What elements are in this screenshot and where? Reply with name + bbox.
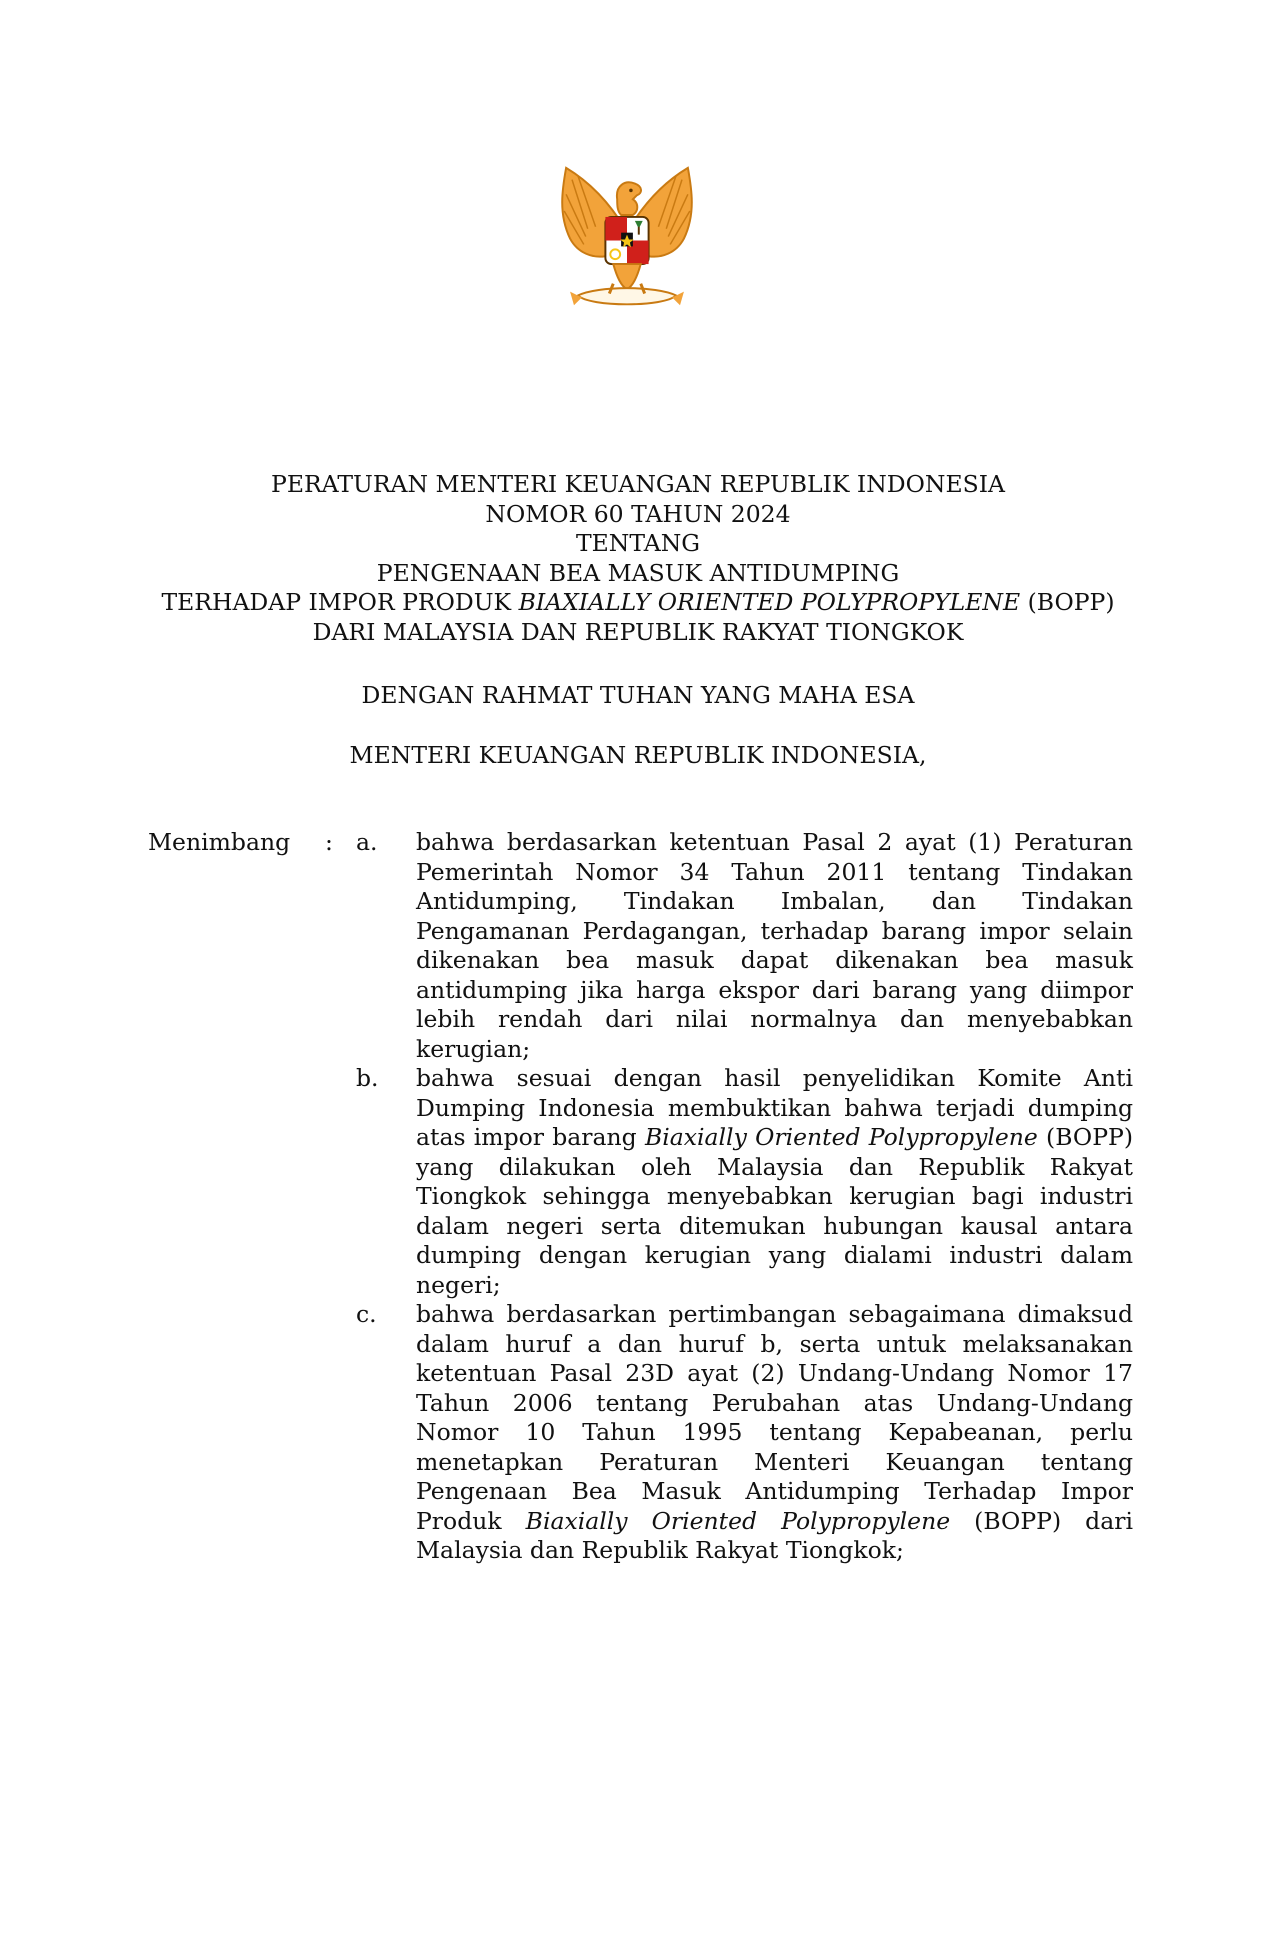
title-line: TENTANG <box>575 529 701 557</box>
blessing-line: DENGAN RAHMAT TUHAN YANG MAHA ESA <box>361 681 915 709</box>
title-line: PENGENAAN BEA MASUK ANTIDUMPING <box>376 558 900 587</box>
document-title <box>0 470 1276 647</box>
menimbang-label: Menimbang <box>148 828 291 856</box>
garuda-pancasila-emblem <box>548 160 706 322</box>
title-line: DARI MALAYSIA DAN REPUBLIK RAKYAT TIONGKOK <box>312 617 964 646</box>
consideration-item-b: bahwa sesuai dengan hasil penyelidikan Komite Anti Dumping Indonesia membuktikan bahwa terjadi dumping atas impor barang Biaxially Oriented Polypropylene (BOPP) yang dilakukan oleh Malaysia dan Republik Rakyat Tiongkok sehingga menyebabkan kerugian bagi industri dalam negeri serta ditemukan hubungan kausal antara dumping dengan kerugian yang dialami industri dalam negeri; <box>416 1064 1133 1299</box>
title-line: NOMOR 60 TAHUN 2024 <box>485 499 791 528</box>
minister-line: MENTERI KEUANGAN REPUBLIK INDONESIA, <box>349 741 927 769</box>
title-line: PERATURAN MENTERI KEUANGAN REPUBLIK INDONESIA <box>271 470 1005 498</box>
colon: : <box>325 828 333 856</box>
item-letter-a: a. <box>356 828 378 856</box>
item-letter-c: c. <box>356 1300 377 1328</box>
consideration-item-c: bahwa berdasarkan pertimbangan sebagaimana dimaksud dalam huruf a dan huruf b, serta untuk melaksanakan ketentuan Pasal 23D ayat (2) Undang-Undang Nomor 17 Tahun 2006 tentang Perubahan atas Undang-Undang Nomor 10 Tahun 1995 tentang Kepabeanan, perlu menetapkan Peraturan Menteri Keuangan tentang Pengenaan Bea Masuk Antidumping Terhadap Impor Produk Biaxially Oriented Polypropylene (BOPP) dari Malaysia dan Republik Rakyat Tiongkok; <box>416 1300 1133 1564</box>
item-letter-b: b. <box>356 1064 379 1092</box>
consideration-item-a: bahwa berdasarkan ketentuan Pasal 2 ayat (1) Peraturan Pemerintah Nomor 34 Tahun 2011 tentang Tindakan Antidumping, Tindakan Imbalan, dan Tindakan Pengamanan Perdagangan, terhadap barang impor selain dikenakan bea masuk dapat dikenakan bea masuk antidumping jika harga ekspor dari barang yang diimpor lebih rendah dari nilai normalnya dan menyebabkan kerugian; <box>416 828 1133 1063</box>
title-line: TERHADAP IMPOR PRODUK BIAXIALLY ORIENTED POLYPROPYLENE (BOPP) <box>161 588 1115 616</box>
